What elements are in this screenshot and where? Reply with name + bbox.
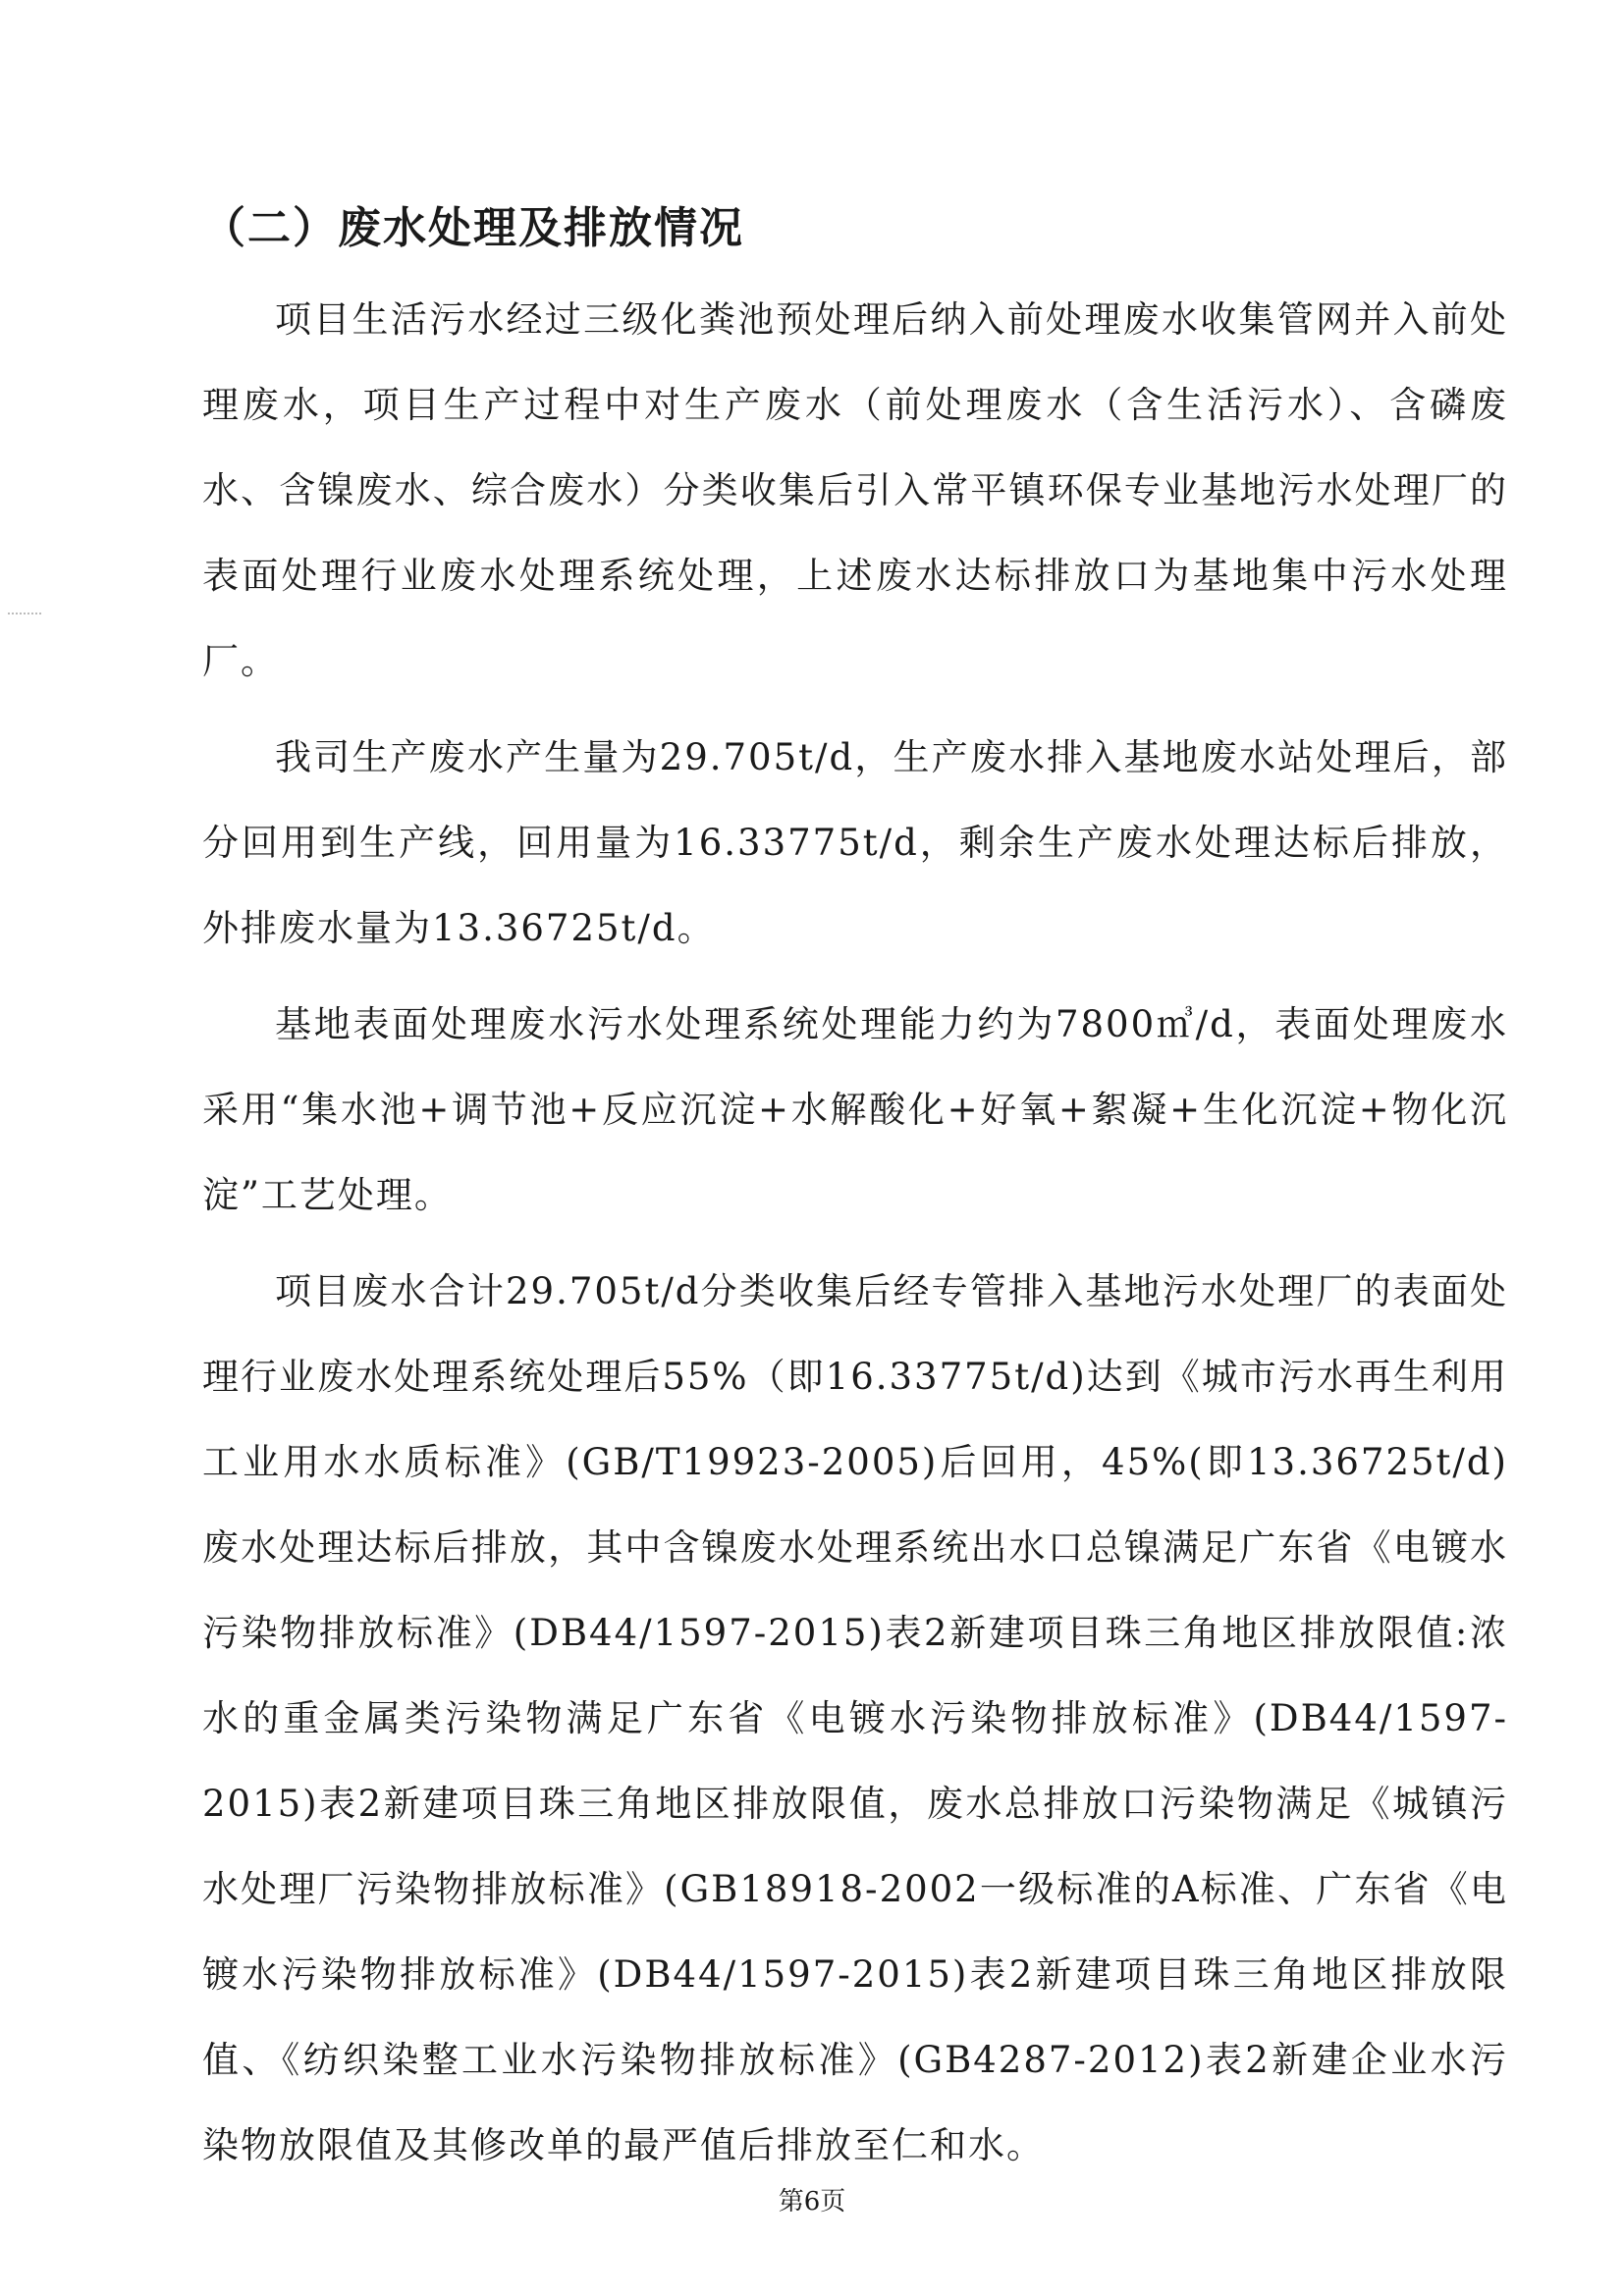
paragraph-discharge-standards: 项目废水合计29.705t/d分类收集后经专管排入基地污水处理厂的表面处理行业废水处理系统处理后55%（即16.33775t/d)达到《城市污水再生利用工业用水水质标准》(GB/T19923-2005)后回用，45%(即13.36725t/d)废水处理达标后排放，其中含镍废水处理系统出水口总镍满足广东省《电镀水污染物排放标准》(DB44/1597-2015)表2新建项目珠三角地区排放限值:浓水的重金属类污染物满足广东省《电镀水污染物排放标准》(DB44/1597-2015)表2新建项目珠三角地区排放限值，废水总排放口污染物满足《城镇污水处理厂污染物排放标准》(GB18918-2002一级标准的A标准、广东省《电镀水污染物排放标准》(DB44/1597-2015)表2新建项目珠三角地区排放限值、《纺织染整工业水污染物排放标准》(GB4287-2012)表2新建企业水污染物放限值及其修改单的最严值后排放至仁和水。 [202, 1270, 1508, 2166]
body-text [202, 277, 1508, 2199]
scan-artifact [8, 613, 41, 614]
paragraph-wastewater-volume: 我司生产废水产生量为29.705t/d，生产废水排入基地废水站处理后，部分回用到生产线，回用量为16.33775t/d，剩余生产废水处理达标后排放，外排废水量为13.36725t/d。 [202, 736, 1508, 949]
paragraph-treatment-capacity: 基地表面处理废水污水处理系统处理能力约为7800㎥/d，表面处理废水采用“集水池+调节池+反应沉淀+水解酸化+好氧+絮凝+生化沉淀+物化沉淀”工艺处理。 [202, 1003, 1508, 1216]
page-number: 第6页 [778, 2187, 846, 2216]
paragraph-domestic-sewage: 项目生活污水经过三级化粪池预处理后纳入前处理废水收集管网并入前处理废水，项目生产过程中对生产废水（前处理废水（含生活污水）、含磷废水、含镍废水、综合废水）分类收集后引入常平镇环保专业基地污水处理厂的表面处理行业废水处理系统处理，上述废水达标排放口为基地集中污水处理厂。 [202, 298, 1508, 682]
section-heading: （二）废水处理及排放情况 [202, 203, 744, 253]
